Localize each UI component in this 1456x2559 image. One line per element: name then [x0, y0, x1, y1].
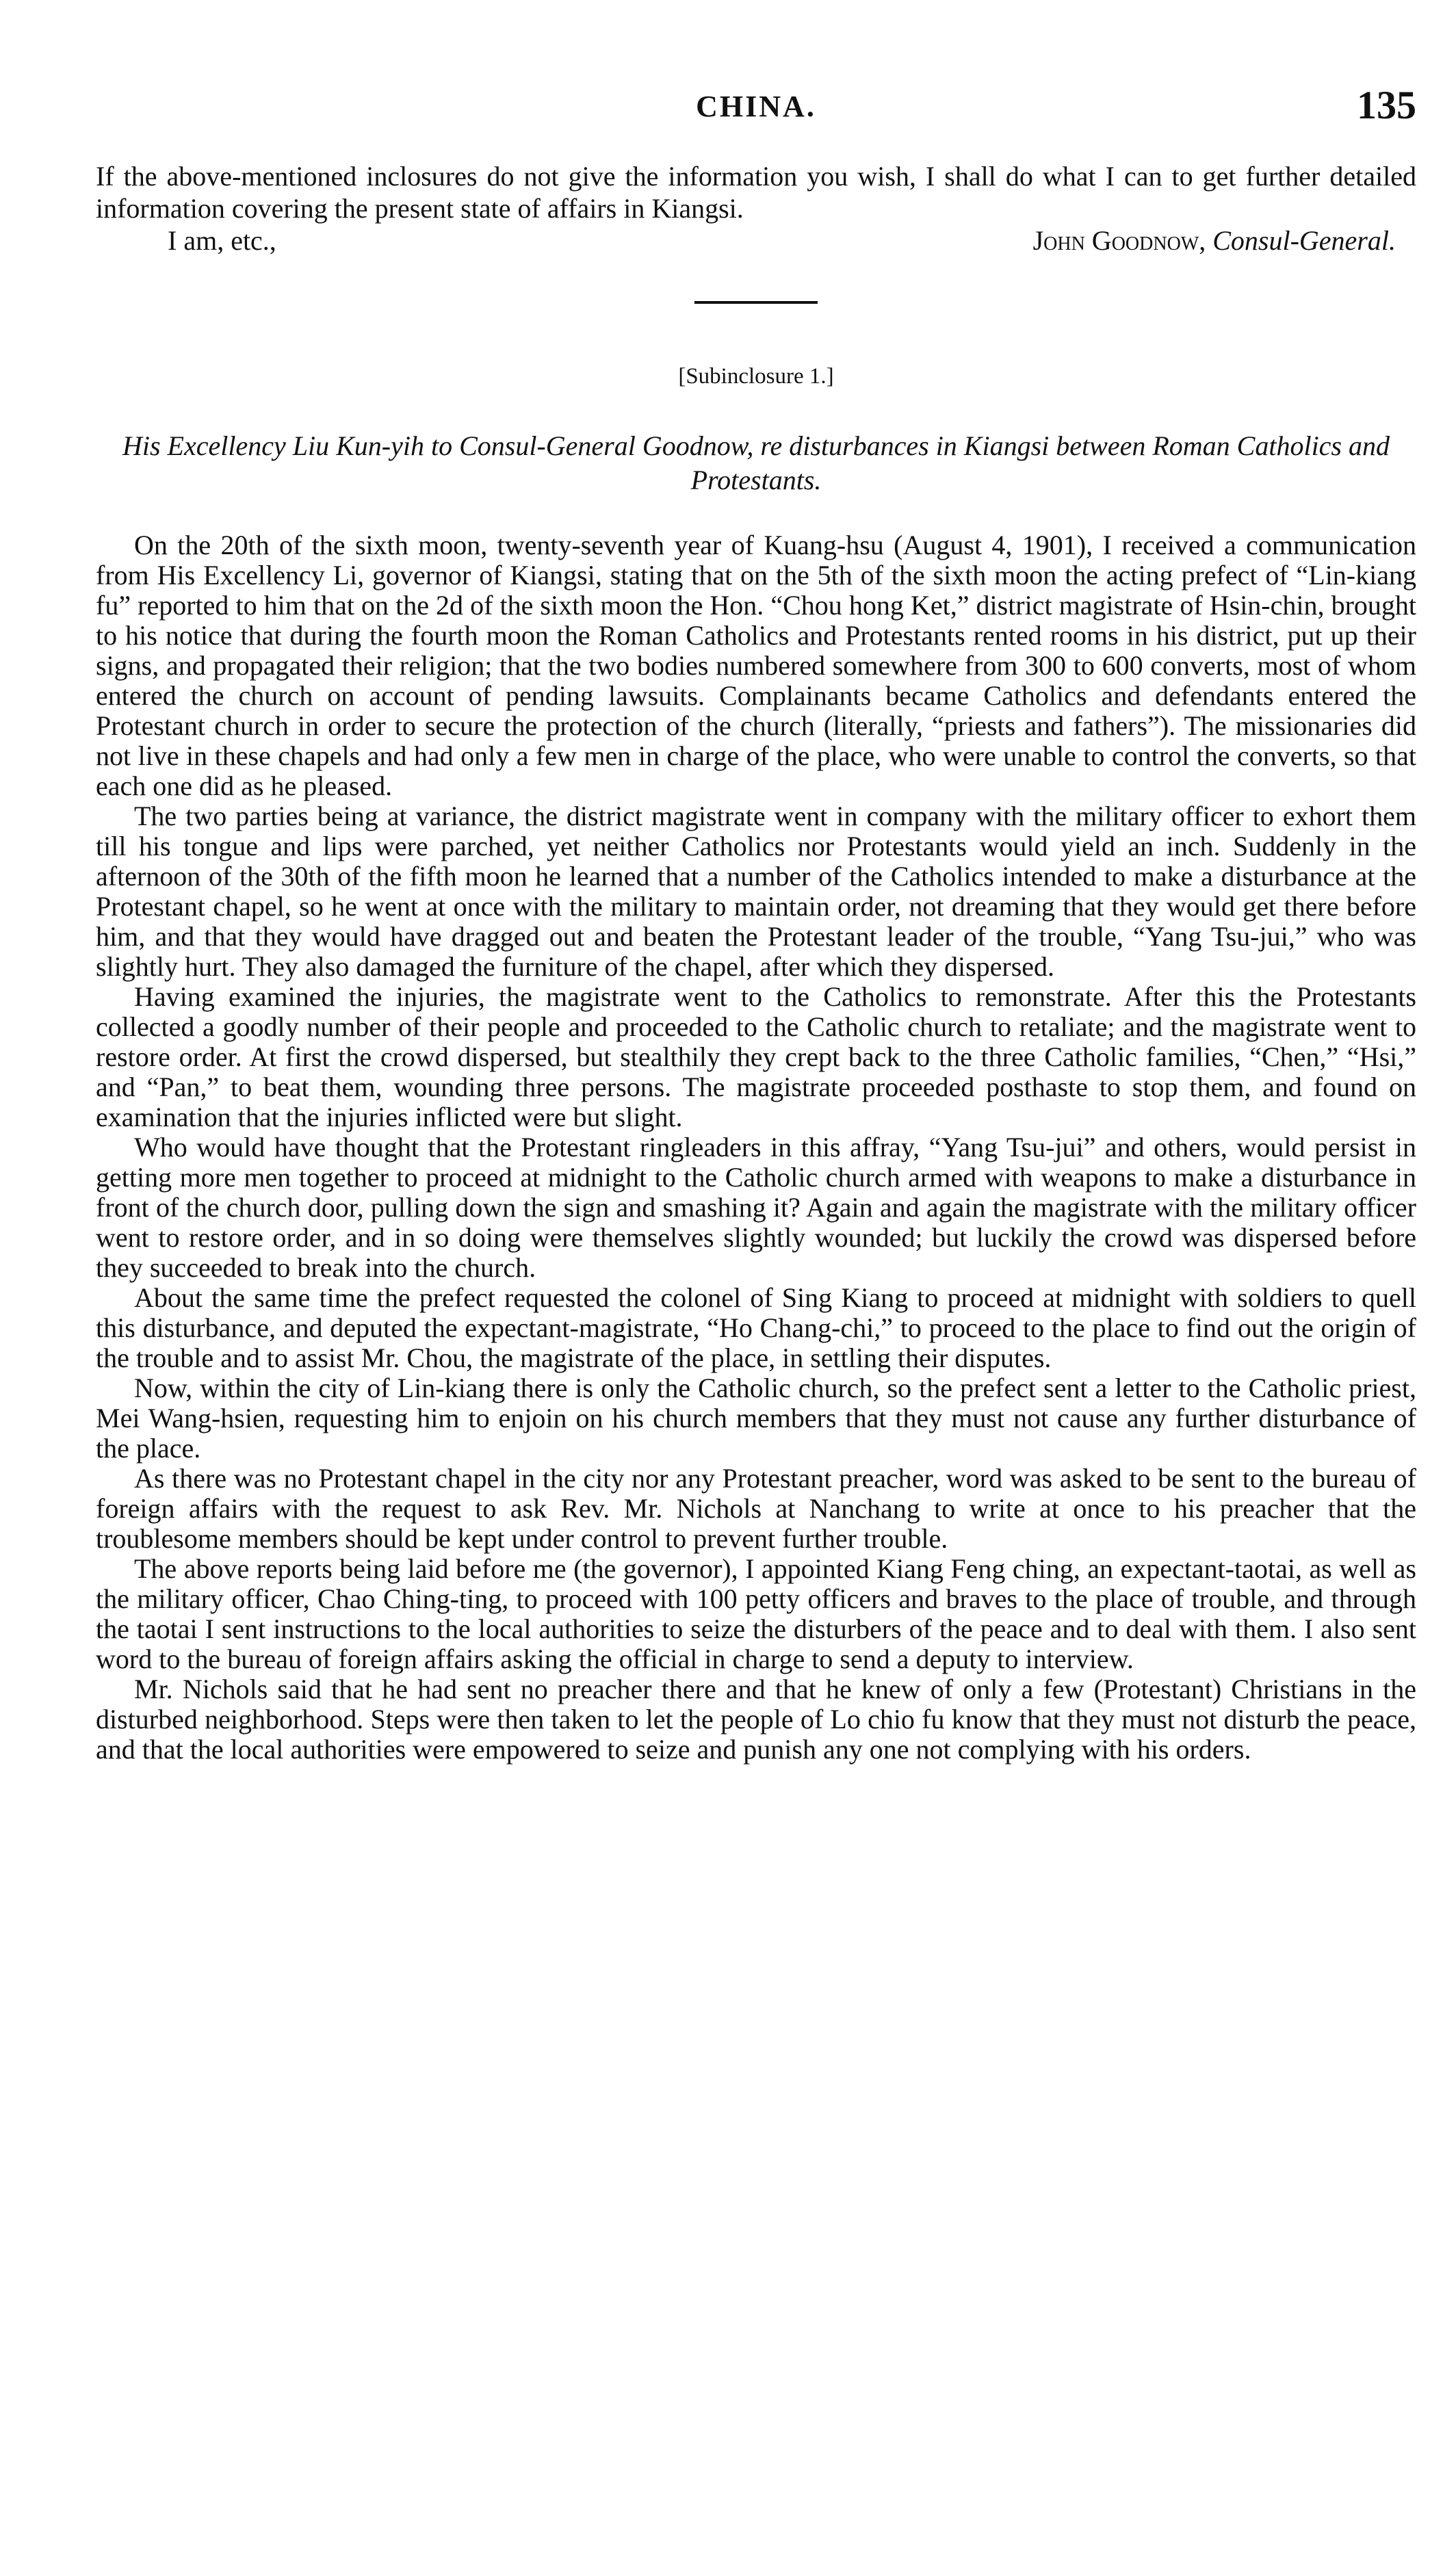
body-paragraph: The above reports being laid before me (the governor), I appointed Kiang Feng ching, an expectant-taotai, as well as the military officer, Chao Ching-ting, to proceed with 100 petty officers and braves to the place of trouble, and through the taotai I sent instructions to the local authorities to seize the disturbers of the peace and to deal with them. I also sent word to the bureau of foreign affairs asking the official in charge to send a deputy to interview.: [96, 1553, 1416, 1674]
letter-body: [96, 530, 1416, 1765]
body-paragraph: Mr. Nichols said that he had sent no preacher there and that he knew of only a few (Protestant) Christians in the disturbed neighborhood. Steps were then taken to let the people of Lo chio fu know that they must not disturb the peace, and that the local authorities were empowered to seize and punish any one not complying with his orders.: [96, 1674, 1416, 1765]
body-paragraph: The two parties being at variance, the district magistrate went in company with the military officer to exhort them till his tongue and lips were parched, yet neither Catholics nor Protestants would yield an inch. Suddenly in the afternoon of the 30th of the fifth moon he learned that a number of the Catholics intended to make a disturbance at the Protestant chapel, so he went at once with the military to maintain order, not dreaming that they would get there before him, and that they would have dragged out and beaten the Protestant leader of the trouble, “Yang Tsu-jui,” who was slightly hurt. They also damaged the furniture of the chapel, after which they dispersed.: [96, 801, 1416, 982]
section-divider: [694, 301, 818, 304]
body-paragraph: About the same time the prefect requested the colonel of Sing Kiang to proceed at midnight with soldiers to quell this disturbance, and deputed the expectant-magistrate, “Ho Chang-chi,” to proceed to the place to find out the origin of the trouble and to assist Mr. Chou, the magistrate of the place, in settling their disputes.: [96, 1282, 1416, 1373]
running-title: CHINA.: [696, 90, 816, 123]
letter-closing: [96, 224, 1416, 263]
opening-paragraph: If the above-mentioned inclosures do not give the information you wish, I shall do what I can to get further detailed information covering the present state of affairs in Kiangsi.: [96, 161, 1416, 224]
signer-title: Consul-General.: [1212, 225, 1396, 256]
body-paragraph: On the 20th of the sixth moon, twenty-seventh year of Kuang-hsu (August 4, 1901), I received a communication from His Excellency Li, governor of Kiangsi, stating that on the 5th of the sixth moon the acting prefect of “Lin-kiang fu” reported to him that on the 2d of the sixth moon the Hon. “Chou hong Ket,” district magistrate of Hsin-chin, brought to his notice that during the fourth moon the Roman Catholics and Protestants rented rooms in his district, put up their signs, and propagated their religion; that the two bodies numbered somewhere from 300 to 600 converts, most of whom entered the church on account of pending lawsuits. Complainants became Catholics and defendants entered the Protestant church in order to secure the protection of the church (literally, “priests and fathers”). The missionaries did not live in these chapels and had only a few men in charge of the place, who were unable to control the converts, so that each one did as he pleased.: [96, 530, 1416, 801]
subinclosure-label: [Subinclosure 1.]: [678, 364, 834, 389]
closing-salutation: I am, etc.,: [168, 225, 276, 256]
document-title: His Excellency Liu Kun-yih to Consul-General Goodnow, re disturbances in Kiangsi between Roman Catholics and Protestants.: [122, 430, 1390, 495]
document-page: [96, 82, 1416, 1765]
running-head: [96, 82, 1416, 137]
body-paragraph: Now, within the city of Lin-kiang there is only the Catholic church, so the prefect sent a letter to the Catholic priest, Mei Wang-hsien, requesting him to enjoin on his church members that they must not cause any further disturbance of the place.: [96, 1373, 1416, 1464]
body-paragraph: Who would have thought that the Protestant ringleaders in this affray, “Yang Tsu-jui” and others, would persist in getting more men together to proceed at midnight to the Catholic church armed with weapons to make a disturbance in front of the church door, pulling down the sign and smashing it? Again and again the magistrate with the military officer went to restore order, and in so doing were themselves slightly wounded; but luckily the crowd was dispersed before they succeeded to break into the church.: [96, 1132, 1416, 1283]
body-paragraph: As there was no Protestant chapel in the city nor any Protestant preacher, word was asked to be sent to the bureau of foreign affairs with the request to ask Rev. Mr. Nichols at Nanchang to write at once to his preacher that the troublesome members should be kept under control to prevent further trouble.: [96, 1463, 1416, 1554]
body-paragraph: Having examined the injuries, the magistrate went to the Catholics to remonstrate. After this the Protestants collected a goodly number of their people and proceeded to the Catholic church to retaliate; and the magistrate went to restore order. At first the crowd dispersed, but stealthily they crept back to the three Catholic families, “Chen,” “Hsi,” and “Pan,” to beat them, wounding three persons. The magistrate proceeded posthaste to stop them, and found on examination that the injuries inflicted were but slight.: [96, 981, 1416, 1132]
signer-name: John Goodnow,: [1032, 225, 1206, 256]
page-number: 135: [1357, 83, 1416, 127]
signature: [1033, 224, 1396, 257]
